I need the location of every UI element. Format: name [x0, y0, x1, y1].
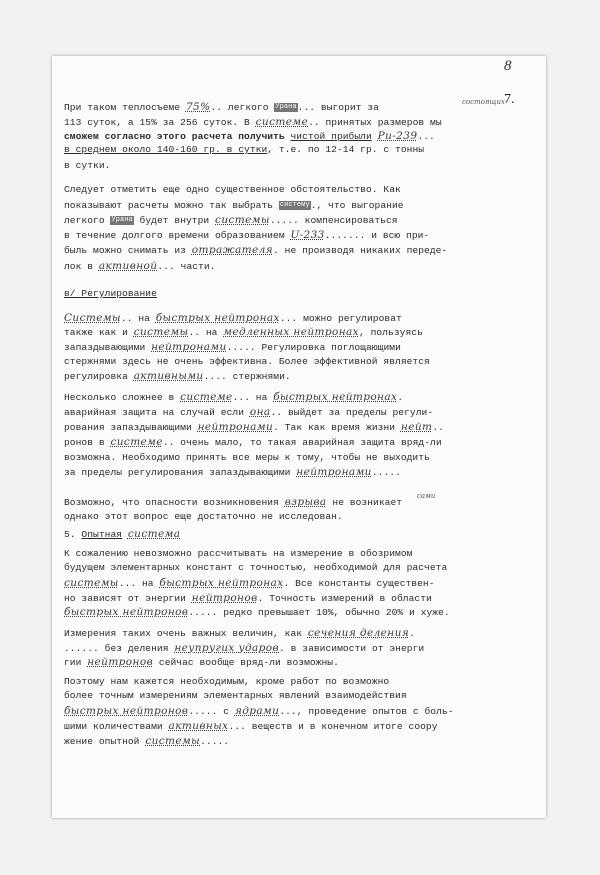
typed-text: не возникает: [326, 497, 403, 508]
handwritten-insert: активных: [168, 720, 229, 732]
handwritten-insert: активными: [133, 370, 204, 382]
typed-text: .....: [200, 736, 230, 747]
typed-page-number: 7.: [504, 92, 515, 107]
text-line: [64, 720, 438, 733]
handwritten-insert: U-233: [290, 229, 325, 241]
typed-text: 5.: [64, 529, 82, 540]
text-line: [64, 312, 402, 325]
handwritten-insert: системы: [133, 326, 189, 338]
typed-text: Измерения таких очень важных величин, как: [64, 628, 308, 639]
text-line: [64, 627, 415, 640]
typed-text: .: [409, 628, 415, 639]
text-line: [64, 421, 444, 434]
text-line: [64, 244, 447, 257]
typed-text: Опытная: [81, 529, 123, 540]
typed-text: рования запаздывающими: [64, 422, 198, 433]
typed-text: стержнями здесь не очень эффективна. Более эффективной является: [64, 356, 430, 367]
text-line: [64, 466, 401, 479]
typed-text: более точным измерениям элементарных явлений взаимодействия: [64, 690, 407, 701]
text-line: [64, 184, 401, 196]
text-line: [64, 496, 402, 509]
text-line: [64, 130, 435, 143]
typed-text: .. очень мало, то такая аварийная защита вряд-ли: [162, 437, 442, 448]
typed-text: будет внутри: [133, 215, 216, 226]
handwritten-insert: системы: [64, 577, 119, 589]
typed-text: в/ Регулирование: [64, 288, 157, 299]
handwritten-insert: активной: [98, 260, 158, 272]
typed-text: . в зависимости от энерги: [279, 643, 425, 654]
text-line: [64, 214, 398, 227]
typed-text: шими количествами: [64, 721, 169, 732]
typed-text: ..: [432, 422, 444, 433]
text-line: [64, 735, 229, 748]
handwritten-insert: Pu-239: [377, 130, 418, 142]
handwritten-insert: сечения деления: [307, 627, 410, 639]
handwritten-page-number: 8: [504, 58, 512, 74]
redacted-word: систему: [279, 200, 310, 209]
text-line: [64, 341, 401, 354]
handwritten-insert: нейт: [400, 421, 433, 433]
text-line: [64, 101, 379, 114]
typed-text: . не производя никаких переде-: [273, 245, 448, 256]
typed-text: показывают расчеты можно так выбрать: [64, 200, 279, 211]
text-line: [64, 160, 110, 172]
typed-text: .. легкого: [210, 102, 275, 113]
handwritten-insert: системе: [255, 116, 309, 128]
typed-text: ..., проведение опытов с боль-: [279, 706, 454, 717]
handwritten-insert: нейтронами: [197, 421, 274, 433]
typed-text: за пределы регулирования запаздывающими: [64, 467, 297, 478]
handwritten-insert: быстрых нейтронах: [155, 312, 280, 324]
text-line: [64, 528, 180, 541]
typed-text: ..... редко превышает 10%, обычно 20% и хуже.: [188, 607, 450, 618]
handwritten-insert: она: [249, 406, 271, 418]
text-line: [64, 562, 447, 574]
typed-text: жение опытной: [64, 736, 146, 747]
typed-text: в сутки.: [64, 160, 111, 171]
typed-text: .....: [371, 467, 401, 478]
typed-text: .... стержнями.: [203, 371, 291, 382]
typed-text: чистой прибыли: [290, 131, 372, 142]
text-line: [64, 391, 403, 404]
typed-text: быль можно снимать из: [64, 245, 192, 256]
text-line: [64, 511, 343, 523]
typed-text: лок в: [64, 261, 99, 272]
handwritten-insert: быстрых нейтронов: [64, 705, 189, 717]
handwritten-insert: нейтронов: [87, 656, 154, 668]
typed-text: ... на: [232, 392, 274, 403]
handwritten-insert: система: [127, 528, 181, 540]
typed-text: ... на: [118, 578, 160, 589]
text-line: [64, 260, 215, 273]
typed-text: .. на: [120, 313, 156, 324]
handwritten-insert: быстрых нейтронах: [159, 577, 284, 589]
typed-text: Следует отметить еще одно существенное обстоятельство. Как: [64, 184, 401, 195]
text-line: [64, 200, 404, 212]
typed-text: ... выгорит за: [297, 102, 379, 113]
handwritten-insert: 75%: [185, 101, 211, 113]
typed-text: ..... с: [188, 706, 235, 717]
handwritten-insert: медленных нейтронах: [223, 326, 360, 338]
typed-text: гии: [64, 657, 88, 668]
typed-text: Поэтому нам кажется необходимым, кроме работ по возможно: [64, 676, 390, 687]
text-line: [64, 370, 291, 383]
typed-text: ...... без деления: [64, 643, 175, 654]
text-line: [64, 116, 442, 129]
handwritten-insertion: сами: [417, 492, 436, 500]
typed-text: ...: [417, 131, 435, 142]
handwritten-insert: нейтронов: [191, 592, 258, 604]
typed-text: .. на: [188, 327, 224, 338]
typed-text: .: [397, 392, 404, 403]
text-line: [64, 548, 412, 560]
typed-text: ... веществ и в конечном итоге соору: [228, 721, 438, 732]
typed-text: будущем элементарных констант с точностью, необходимой для расчета: [64, 562, 448, 573]
handwritten-insert: взрыва: [284, 496, 327, 508]
handwritten-insert: системы: [145, 735, 201, 747]
handwritten-insert: ядрами: [234, 705, 280, 717]
typed-text: в течение долгого времени образованием: [64, 230, 291, 241]
typed-text: однако этот вопрос еще достаточно не исследован.: [64, 511, 343, 522]
typed-text: Возможно, что опасности возникновения: [64, 497, 285, 508]
text-line: [64, 690, 407, 702]
typed-text: сможем согласно этого расчета получить: [64, 131, 291, 142]
typed-text: , пользуясь: [359, 327, 423, 338]
document-page: [52, 56, 546, 818]
typed-text: ., что выгорание: [310, 200, 404, 211]
text-line: [64, 577, 435, 590]
typed-text: . Так как время жизни: [273, 422, 401, 433]
redacted-word: Урана: [111, 215, 133, 224]
typed-text: ..... компенсироваться: [269, 215, 398, 226]
text-line: [64, 606, 450, 619]
typed-text: ....... и всю при-: [324, 230, 430, 241]
handwritten-insert: системы: [215, 214, 270, 226]
typed-text: легкого: [64, 215, 111, 226]
typed-text: .. принятых размеров мы: [308, 117, 442, 128]
typed-text: ... части.: [157, 261, 216, 272]
handwritten-insert: быстрых нейтронов: [64, 606, 189, 618]
handwritten-insert: нейтронами: [296, 466, 372, 478]
typed-text: сейчас вообще вряд-ли возможны.: [153, 657, 339, 668]
typed-text: запаздывающими: [64, 342, 152, 353]
typed-text: .. выйдет за пределы регули-: [270, 407, 434, 418]
handwritten-insert: системе: [180, 391, 233, 403]
typed-text: , т.е. по 12-14 гр. с тонны: [267, 144, 425, 155]
typed-text: ронов в: [64, 437, 111, 448]
typed-text: . Все константы существен-: [283, 578, 435, 589]
typed-text: ... можно регулироват: [279, 313, 402, 324]
text-line: [64, 326, 423, 339]
typed-text: ..... Регулировка поглощающими: [226, 342, 401, 353]
typed-text: . Точность измерений в области: [257, 593, 432, 604]
text-line: [64, 288, 157, 300]
typed-text: регулировка: [64, 371, 134, 382]
handwritten-insert: системе: [110, 436, 163, 448]
typed-text: возможна. Необходимо принять все меры к тому, чтобы не выходить: [64, 452, 430, 463]
handwritten-insert: отражателя: [191, 244, 274, 256]
text-line: [64, 229, 429, 242]
text-line: [64, 436, 442, 449]
text-line: [64, 656, 339, 669]
typed-text: в среднем около 140-160 гр. в сутки: [64, 144, 268, 155]
handwritten-insertion: состоящих: [462, 98, 506, 106]
redacted-word: Урана: [275, 102, 297, 111]
typed-text: К сожалению невозможно рассчитывать на измерение в обозримом: [64, 548, 413, 559]
text-line: [64, 144, 424, 156]
text-line: [64, 356, 430, 368]
text-line: [64, 642, 424, 655]
text-line: [64, 452, 430, 464]
typed-text: аварийная защита на случай если: [64, 407, 250, 418]
handwritten-insert: Системы: [64, 312, 121, 324]
handwritten-insert: быстрых нейтронах: [273, 391, 398, 403]
typed-text: также как и: [64, 327, 134, 338]
text-line: [64, 705, 454, 718]
typed-text: Несколько сложнее в: [64, 392, 181, 403]
text-line: [64, 592, 432, 605]
text-line: [64, 406, 433, 419]
handwritten-insert: нейтронами: [151, 341, 227, 353]
handwritten-insert: неупругих ударов: [174, 642, 280, 654]
typed-text: но зависят от энергии: [64, 593, 192, 604]
text-line: [64, 676, 389, 688]
typed-text: 113 суток, а 15% за 256 суток. В: [64, 117, 256, 128]
typed-text: При таком теплосъеме: [64, 102, 186, 113]
